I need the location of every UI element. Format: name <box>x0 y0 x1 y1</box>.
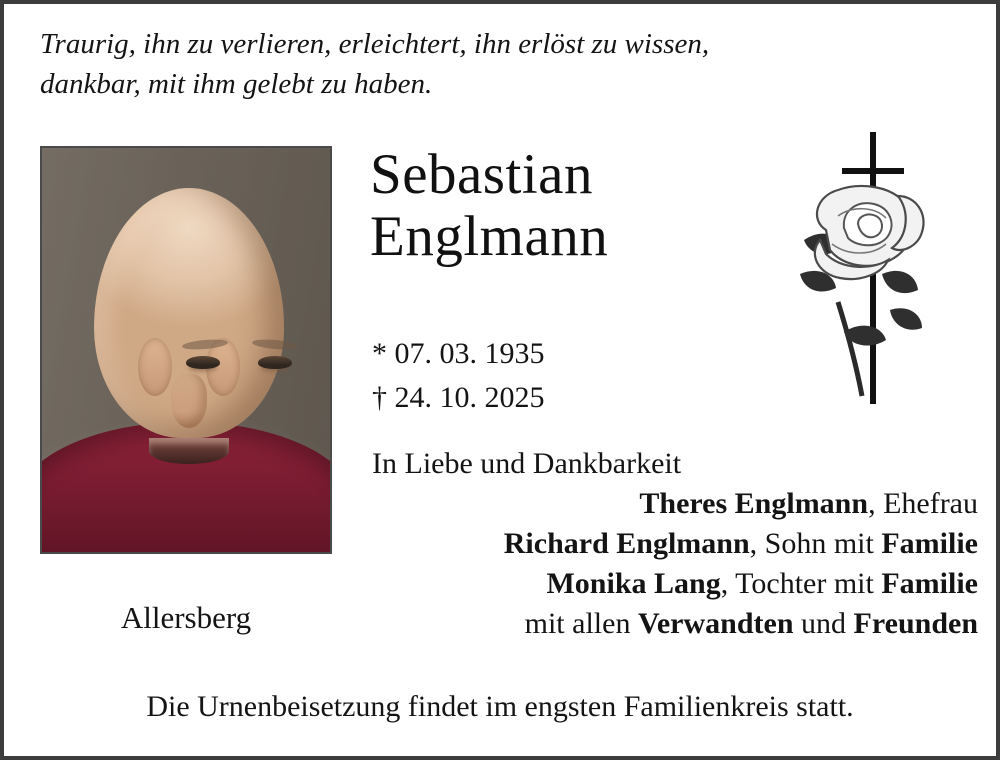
family-member-2-name: Richard Englmann <box>503 526 750 560</box>
epigraph-line-1: Traurig, ihn zu verlieren, erleichtert, ihn erlöst zu wissen, <box>40 28 710 60</box>
family-intro: In Liebe und Dankbarkeit <box>372 447 682 480</box>
eye-left-shape <box>186 356 220 369</box>
family-member-1-name: Theres Englmann <box>639 486 869 520</box>
place-label: Allersberg <box>120 600 252 635</box>
family-member-3 <box>372 564 978 604</box>
family-member-2-suffix: Familie <box>881 526 978 560</box>
brow-right-shape <box>252 338 299 351</box>
eye-right-shape <box>258 356 292 369</box>
family-member-4-name: Verwandten <box>637 606 794 640</box>
family-member-1-relation: , Ehefrau <box>868 486 978 520</box>
family-member-2 <box>372 524 978 564</box>
family-member-1 <box>372 484 978 524</box>
portrait-frame <box>40 146 332 554</box>
family-member-2-relation: , Sohn mit <box>749 526 882 560</box>
epigraph <box>40 24 940 104</box>
death-date: † 24. 10. 2025 <box>372 380 545 414</box>
family-member-3-relation: , Tochter mit <box>720 566 882 600</box>
last-name: Englmann <box>370 204 609 268</box>
family-member-4-suffix: Freunden <box>853 606 978 640</box>
birth-date: * 07. 03. 1935 <box>372 337 545 370</box>
head-shape <box>94 188 284 438</box>
family-member-4 <box>372 604 978 644</box>
funeral-note: Die Urnenbeisetzung findet im engsten Familienkreis statt. <box>146 690 854 723</box>
family-member-4-conjunction: und <box>793 606 854 640</box>
family-member-3-suffix: Familie <box>881 566 978 600</box>
page-title <box>370 144 608 267</box>
ear-left-shape <box>138 338 172 396</box>
mouth-shape <box>149 438 229 464</box>
family-member-3-name: Monika Lang <box>546 566 721 600</box>
family-member-4-prefix: mit allen <box>524 606 638 640</box>
portrait-photo <box>42 148 330 552</box>
rose-with-cross-icon <box>786 124 956 414</box>
epigraph-line-2: dankbar, mit ihm gelebt zu haben. <box>40 68 433 101</box>
life-dates <box>372 332 545 419</box>
first-name: Sebastian <box>370 143 593 206</box>
family-block <box>372 444 978 643</box>
nose-shape <box>171 374 207 428</box>
